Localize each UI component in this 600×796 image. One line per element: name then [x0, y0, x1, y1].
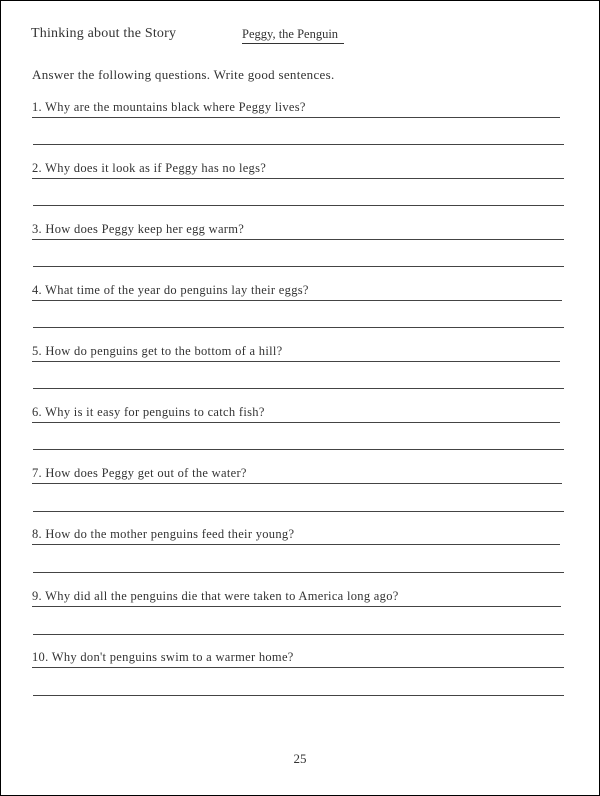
answer-blank-inline[interactable]	[32, 667, 564, 668]
answer-blank-inline[interactable]	[32, 239, 564, 240]
question-text: 5. How do penguins get to the bottom of a hill?	[32, 344, 286, 358]
question-3	[32, 222, 564, 237]
instructions-text: Answer the following questions. Write good sentences.	[32, 67, 335, 82]
answer-line[interactable]	[33, 695, 564, 696]
page-number: 25	[293, 751, 307, 766]
answer-blank-inline[interactable]	[32, 606, 561, 607]
answer-blank-inline[interactable]	[32, 483, 562, 484]
answer-line[interactable]	[33, 205, 564, 206]
answer-line[interactable]	[33, 144, 564, 145]
question-text: 10. Why don't penguins swim to a warmer home?	[32, 650, 297, 664]
answer-blank-inline[interactable]	[32, 178, 564, 179]
question-5	[32, 344, 560, 359]
question-text: 6. Why is it easy for penguins to catch fish?	[32, 405, 268, 419]
question-text: 9. Why did all the penguins die that were taken to America long ago?	[32, 589, 402, 603]
worksheet-title: Thinking about the Story	[31, 26, 177, 41]
question-text: 7. How does Peggy get out of the water?	[32, 466, 250, 480]
answer-blank-inline[interactable]	[32, 300, 562, 301]
question-2	[32, 161, 564, 176]
answer-line[interactable]	[33, 511, 564, 512]
question-9	[32, 589, 561, 604]
question-text: 8. How do the mother penguins feed their young?	[32, 527, 297, 541]
question-1	[32, 100, 560, 115]
answer-line[interactable]	[33, 572, 564, 573]
question-4	[32, 283, 562, 298]
question-text: 2. Why does it look as if Peggy has no legs?	[32, 161, 269, 175]
answer-blank-inline[interactable]	[32, 422, 560, 423]
question-text: 3. How does Peggy keep her egg warm?	[32, 222, 247, 236]
answer-blank-inline[interactable]	[32, 544, 560, 545]
question-6	[32, 405, 560, 420]
answer-line[interactable]	[33, 388, 564, 389]
answer-line[interactable]	[33, 327, 564, 328]
question-10	[32, 650, 564, 665]
question-7	[32, 466, 562, 481]
answer-line[interactable]	[33, 266, 564, 267]
story-title: Peggy, the Penguin	[242, 27, 344, 44]
answer-line[interactable]	[33, 449, 564, 450]
question-text: 4. What time of the year do penguins lay their eggs?	[32, 283, 312, 297]
answer-line[interactable]	[33, 634, 564, 635]
answer-blank-inline[interactable]	[32, 361, 560, 362]
question-8	[32, 527, 560, 542]
question-text: 1. Why are the mountains black where Peggy lives?	[32, 100, 309, 114]
answer-blank-inline[interactable]	[32, 117, 560, 118]
